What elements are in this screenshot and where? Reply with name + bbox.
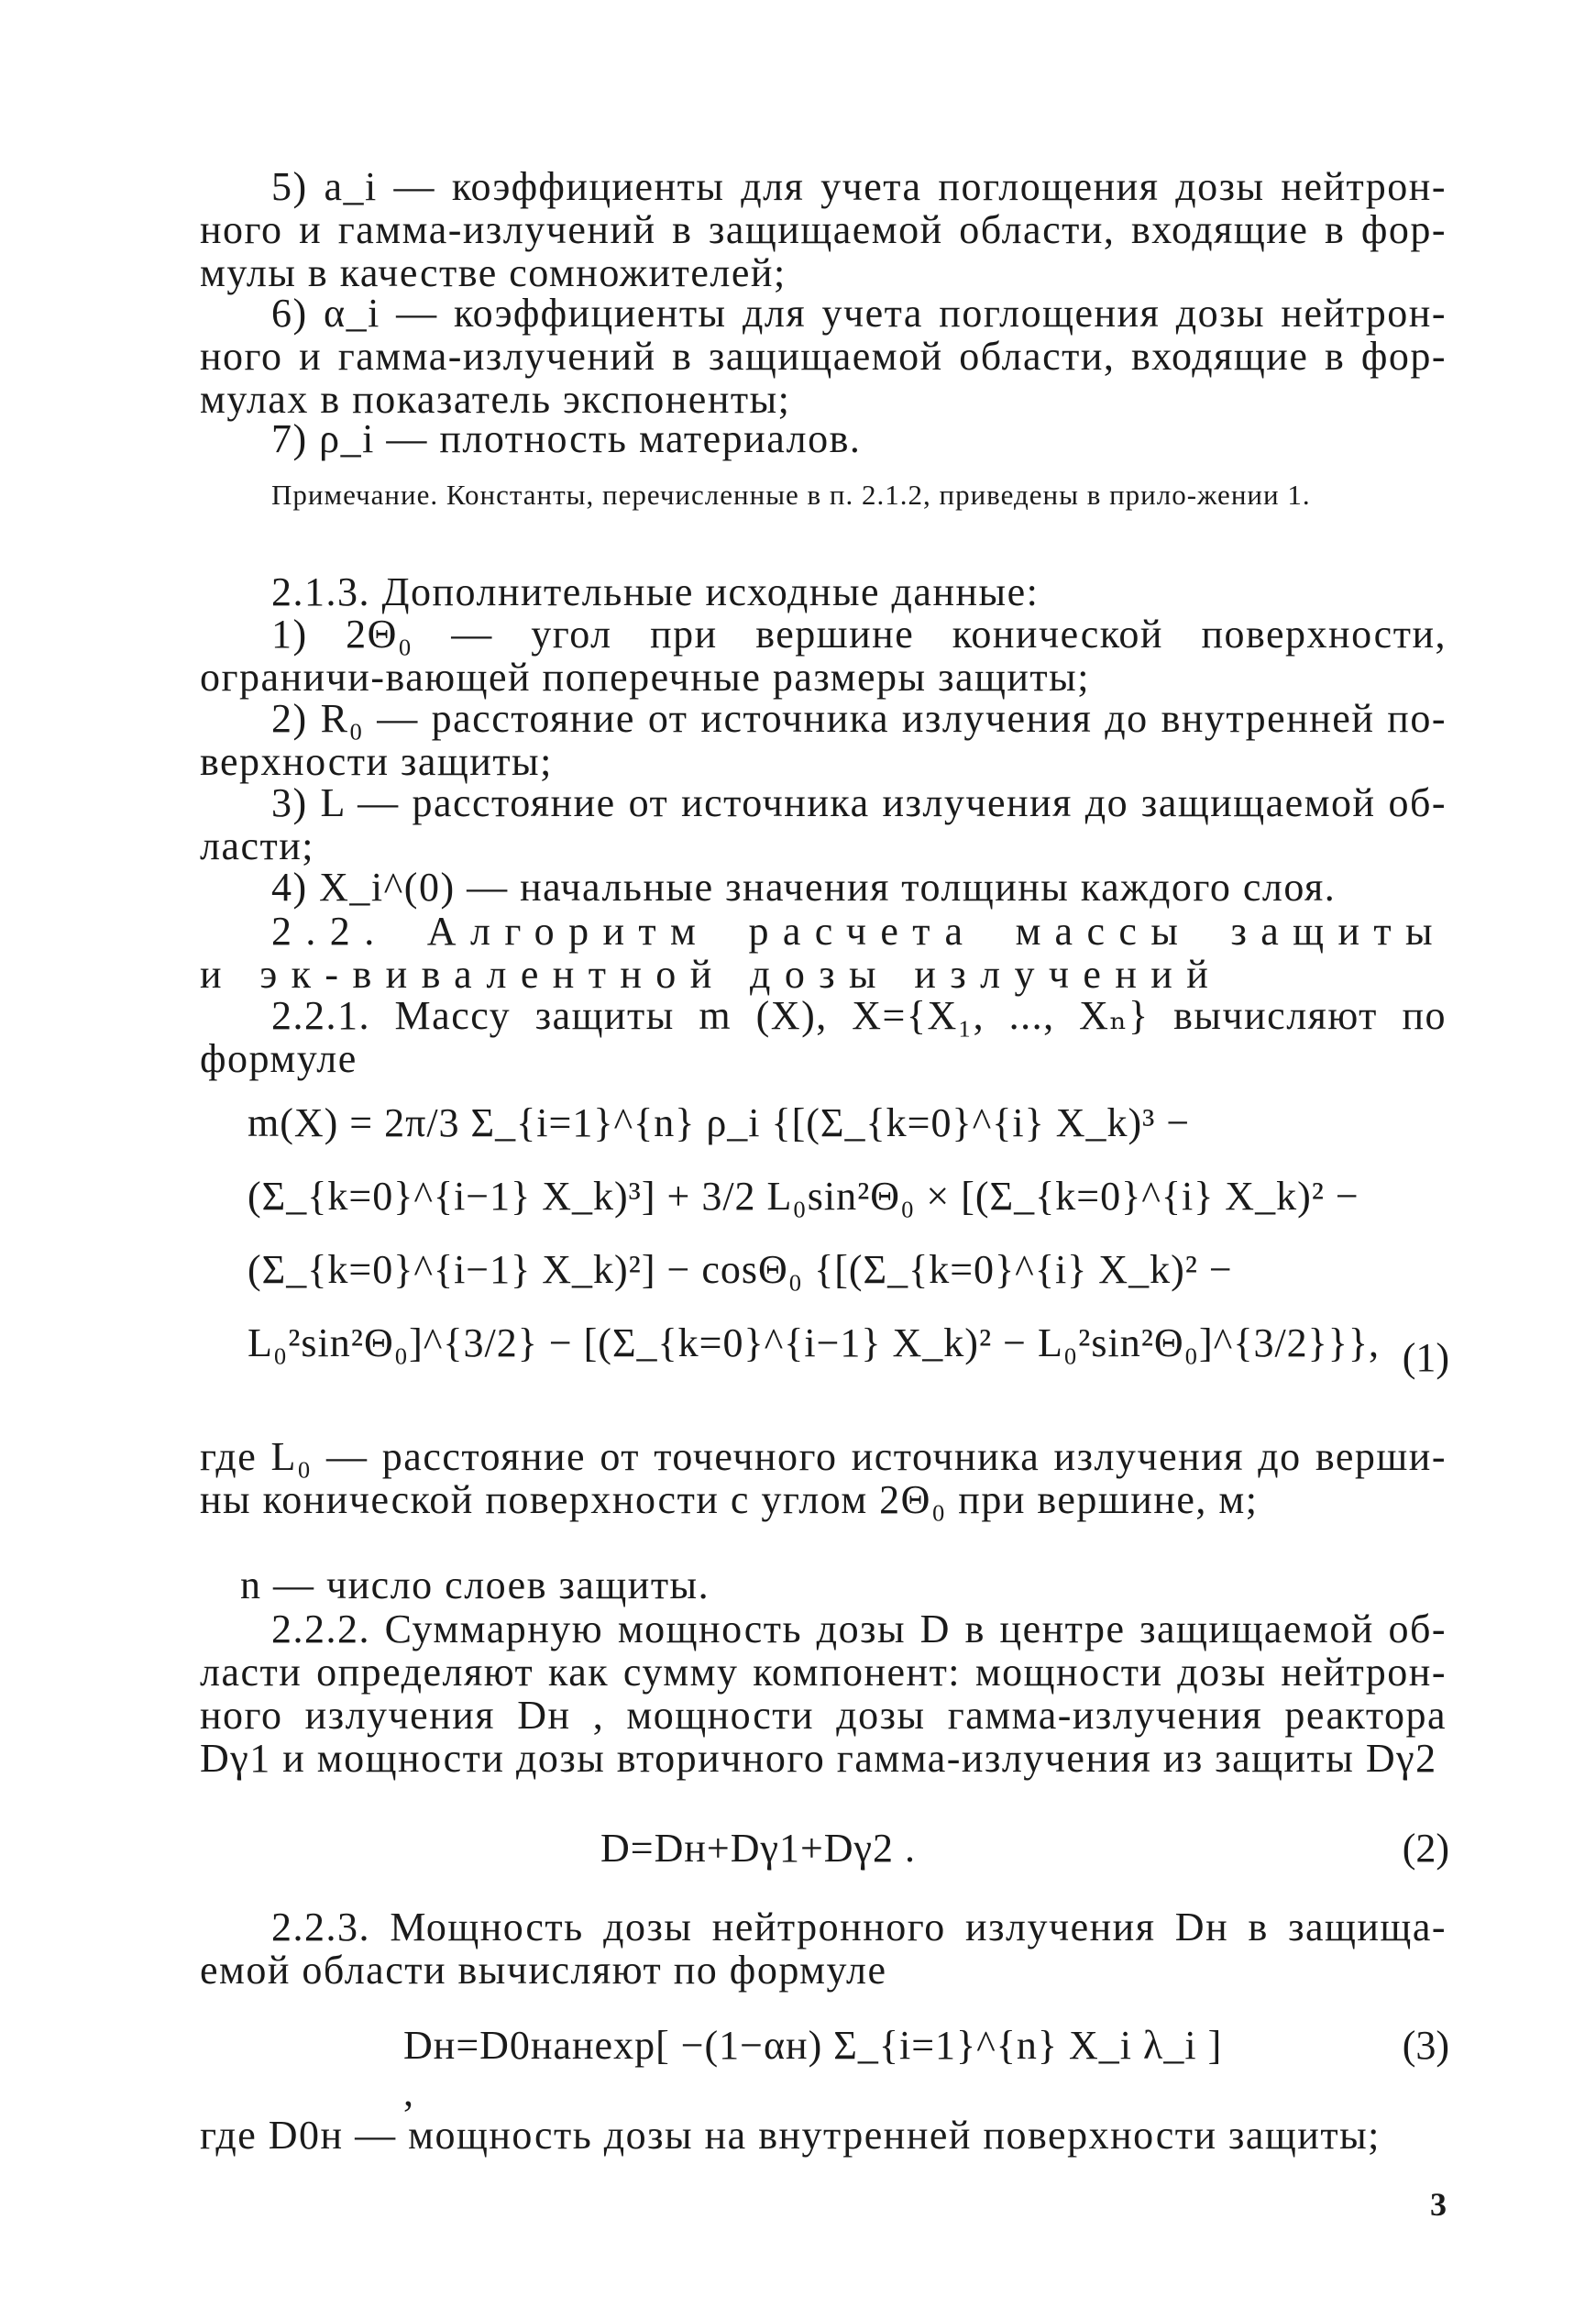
paragraph-2-2-3: 2.2.3. Мощность дозы нейтронного излучения Dн в защища-емой области вычисляют по формуле (200, 1905, 1447, 1993)
formula-3: Dн=D0нaнexp[ −(1−αн) Σ_{i=1}^{n} X_i λ_i ] , (403, 2023, 1223, 2115)
item-2-1-3-2: 2) R₀ — расстояние от источника излучения до внутренней по-верхности защиты; (200, 696, 1447, 784)
where-clause-3: где D0н — мощность дозы на внутренней поверхности защиты; (200, 2113, 1381, 2158)
item-5: 5) a_i — коэффициенты для учета поглощения дозы нейтрон-ного и гамма-излучений в защищаемой области, входящие в фор-мулы в качестве сомножителей; (200, 164, 1447, 295)
where-clause-1b: n — число слоев защиты. (240, 1563, 710, 1607)
item-2-1-3-1: 1) 2Θ₀ — угол при вершине конической поверхности, ограничи-вающей поперечные размеры защиты; (200, 612, 1447, 700)
item-7: 7) ρ_i — плотность материалов. (271, 416, 862, 461)
item-2-1-3-3: 3) L — расстояние от источника излучения до защищаемой об-ласти; (200, 780, 1447, 868)
note: Примечание. Константы, перечисленные в п. 2.1.2, приведены в прило-жении 1. (271, 479, 1311, 511)
where-clause-1: где L₀ — расстояние от точечного источника излучения до верши-ны конической поверхности с углом 2Θ₀ при вершине, м; (200, 1434, 1447, 1522)
formula-2: D=Dн+Dγ1+Dγ2 . (600, 1826, 916, 1871)
page-number: 3 (1430, 2186, 1447, 2223)
section-2-2-title: 2.2. Алгоритм расчета массы защиты и эк-вивалентной дозы излучений (200, 909, 1447, 997)
paragraph-2-2-2: 2.2.2. Суммарную мощность дозы D в центре защищаемой об-ласти определяют как сумму компонент: мощности дозы нейтрон-ного излучения Dн , мощности дозы гамма-излучения реактора Dγ1 и мощности дозы вторичного гамма-излучения из защиты Dγ2 (200, 1607, 1447, 1781)
section-2-1-3-title: 2.1.3. Дополнительные исходные данные: (271, 569, 1040, 614)
formula-1: m(X) = 2π/3 Σ_{i=1}^{n} ρ_i {[(Σ_{k=0}^{i} X_k)³ − (Σ_{k=0}^{i−1} X_k)³] + 3/2 L₀sin²Θ₀ × [(Σ_{k=0}^{i} X_k)² − (Σ_{k=0}^{i−1} X_k)²] − cosΘ₀ {[(Σ_{k=0}^{i} X_k)² − L₀²sin²Θ₀]^{3/2} − [(Σ_{k=0}^{i−1} X_k)² − L₀²sin²Θ₀]^{3/2}}}, (248, 1100, 1381, 1365)
item-6: 6) α_i — коэффициенты для учета поглощения дозы нейтрон-ного и гамма-излучений в защищаемой области, входящие в фор-мулах в показатель экспоненты; (200, 291, 1447, 422)
equation-number-3: (3) (1402, 2023, 1449, 2068)
equation-number-2: (2) (1402, 1826, 1449, 1871)
equation-number-1: (1) (1402, 1335, 1449, 1380)
paragraph-2-2-1: 2.2.1. Массу защиты m (X), X={X₁, ..., Xₙ} вычисляют по формуле (200, 993, 1447, 1081)
item-2-1-3-4: 4) X_i^(0) — начальные значения толщины каждого слоя. (271, 865, 1337, 910)
